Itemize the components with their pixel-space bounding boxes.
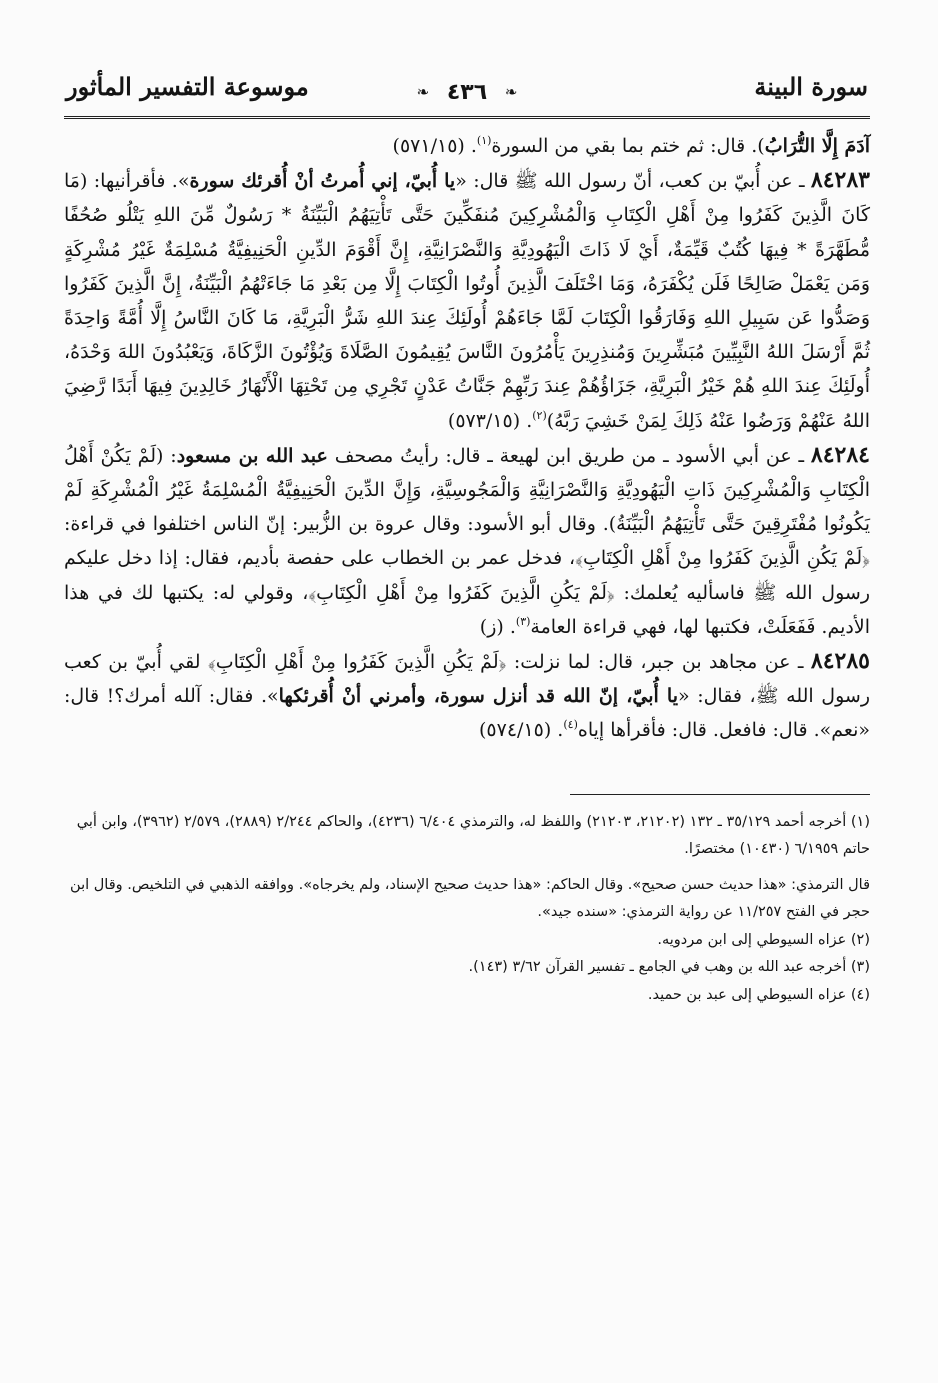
footnote-3: (٣) أخرجه عبد الله بن وهب في الجامع ـ تفسير القرآن ٣/٦٢ (١٤٣). — [468, 959, 870, 976]
footnote-marker: (٢) — [532, 408, 547, 422]
paragraph-continuation — [64, 129, 870, 163]
hadith-intro: ـ عن أبي الأسود ـ من طريق ابن لهيعة ـ قال: رأيتُ مصحف — [327, 444, 811, 467]
footnote-2: (٢) عزاه السيوطي إلى ابن مردويه. — [657, 931, 870, 948]
bold-phrase: عبد الله بن مسعود — [176, 444, 328, 467]
main-text — [64, 129, 870, 748]
hadith-number: ٨٤٢٨٤ — [810, 441, 870, 468]
paragraph-text: ». فأقرأنيها: (مَا كَانَ الَّذِينَ كَفَرُوا مِنْ أَهْلِ الْكِتَابِ وَالْمُشْرِكِينَ مُنفَكِّينَ حَتَّى تَأْتِيَهُمُ الْبَيِّنَةُ * رَسُولٌ مِّنَ اللهِ يَتْلُو صُحُفًا مُّطَهَّرَةً * فِيهَا كُتُبٌ قَيِّمَةٌ، أَيْ لَا ذَاتَ الْيَهُودِيَّةِ وَالنَّصْرَانِيَّةِ، إِنَّ أَقْوَمَ الدِّينِ الْحَنِيفِيَّةُ مُسْلِمَةٌ غَيْرُ مُشْرِكَةٍ وَمَن يَعْمَلْ صَالِحًا فَلَن يُكْفَرَهُ، وَمَا اخْتَلَفَ الَّذِينَ أُوتُوا الْكِتَابَ إِلَّا مِن بَعْدِ مَا جَاءَتْهُمُ الْبَيِّنَةُ، إِنَّ الَّذِينَ كَفَرُوا وَصَدُّوا عَن سَبِيلِ اللهِ وَفَارَقُوا الْكِتَابَ لَمَّا جَاءَهُمْ أُولَئِكَ عِندَ اللهِ شَرُّ الْبَرِيَّةِ، مَا كَانَ النَّاسُ إِلَّا أُمَّةً وَاحِدَةً ثُمَّ أَرْسَلَ اللهُ النَّبِيِّينَ مُبَشِّرِينَ وَمُنذِرِينَ يَأْمُرُونَ النَّاسَ يُقِيمُونَ الصَّلَاةَ وَيُؤْتُونَ الزَّكَاةَ، وَيَعْبُدُونَ اللهَ وَحْدَهُ، أُولَئِكَ عِندَ اللهِ هُمْ خَيْرُ الْبَرِيَّةِ، جَزَاؤُهُمْ عِندَ رَبِّهِمْ جَنَّاتُ عَدْنٍ تَجْرِي مِن تَحْتِهَا الْأَنْهَارُ خَالِدِينَ فِيهَا أَبَدًا رَّضِيَ اللهُ عَنْهُمْ وَرَضُوا عَنْهُ ذَلِكَ لِمَنْ خَشِيَ رَبَّهُ) — [64, 170, 870, 432]
bold-phrase: آدَمَ إِلَّا التُّرَابُ — [764, 135, 870, 157]
volume-reference: . (ز) — [479, 615, 516, 638]
footnote-marker: (٣) — [515, 614, 531, 628]
hadith-intro: ـ عن أُبيّ بن كعب، أنّ رسول الله ﷺ قال: « — [455, 170, 811, 193]
footnote-marker: (١) — [476, 134, 492, 147]
footnotes — [64, 809, 870, 1010]
bold-phrase: يا أُبيّ، إني أُمرتُ أنْ أُقرئك سورة — [189, 170, 456, 193]
hadith-84284 — [64, 438, 870, 644]
footnote-1: (١) أخرجه أحمد ٣٥/١٢٩ ـ ١٣٢ (٢١٢٠٢، ٢١٢٠٣) واللفظ له، والترمذي ٦/٤٠٤ (٤٢٣٦)، والحاكم ٢/٢٤٤ (٢٨٨٩)، ٢/٥٧٩ (٣٩٦٢)، وابن أبي حاتم ٦/١٩٥٩ (١٠٤٣٠) مختصرًا. — [76, 813, 870, 858]
surah-title: سورة البينة — [754, 72, 868, 101]
footnote-marker: (٤) — [563, 718, 578, 732]
book-page — [64, 68, 870, 1009]
paragraph-text: ). قال: ثم ختم بما بقي من السورة — [491, 135, 765, 157]
ornament-icon: ❧ — [416, 83, 430, 101]
ornament-icon: ❧ — [504, 83, 518, 101]
volume-reference: . (٥٧١/١٥) — [392, 135, 477, 157]
volume-reference: . (٥٧٣/١٥) — [447, 409, 533, 432]
page-number: ٤٣٦ — [446, 80, 488, 105]
hadith-intro: ـ عن مجاهد بن جبر، قال: لما نزلت: ﴿لَمْ يَكُنِ الَّذِينَ كَفَرُوا مِنْ أَهْلِ الْكِتَابِ﴾ لقي أُبيّ بن كعب رسول الله ﷺ، فقال: « — [64, 651, 871, 708]
paragraph-text: ». فقال: آلله أمرك؟! قال: «نعم». قال: فافعل. قال: فأقرأها إياه — [64, 685, 870, 742]
paragraph-text: : (لَمْ يَكُنْ أَهْلُ الْكِتَابِ وَالْمُشْرِكِينَ ذَاتِ الْيَهُودِيَّةِ وَالنَّصْرَانِيَّةِ وَالْمَجُوسِيَّةِ، وَإِنَّ الدِّينَ الْحَنِيفِيَّةُ الْمُسْلِمَةُ غَيْرُ الْمُشْرِكَةِ لَمْ يَكُونُوا مُفْتَرِقِينَ حَتَّى تَأْتِيَهُمُ الْبَيِّنَةُ). وقال أبو الأسود: وقال عروة بن الزُّبير: إنّ الناس اختلفوا في قراءة: ﴿لَمْ يَكُنِ الَّذِينَ كَفَرُوا مِنْ أَهْلِ الْكِتَابِ﴾، فدخل عمر بن الخطاب على حفصة بأديم، فقال: إذا دخل عليكم رسول الله ﷺ فاسأليه يُعلمك: ﴿لَمْ يَكُنِ الَّذِينَ كَفَرُوا مِنْ أَهْلِ الْكِتَابِ﴾، وقولي له: يكتبها لك في هذا الأديم. فَفَعَلَتْ، فكتبها لها، فهي قراءة العامة — [64, 444, 870, 638]
footnote-1-grading: قال الترمذي: «هذا حديث حسن صحيح». وقال الحاكم: «هذا حديث صحيح الإسناد، ولم يخرجاه». ووافقه الذهبي في التلخيص. وقال ابن حجر في الفتح ١١/٢٥٧ عن رواية الترمذي: «سنده جيد». — [70, 876, 870, 921]
footnote-4: (٤) عزاه السيوطي إلى عبد بن حميد. — [647, 986, 870, 1003]
hadith-number: ٨٤٢٨٣ — [810, 167, 870, 194]
bold-phrase: يا أُبيّ، إنّ الله قد أنزل سورة، وأمرني أنْ أُقرئكها — [278, 685, 679, 708]
book-title: موسوعة التفسير المأثور — [66, 72, 309, 101]
volume-reference: . (٥٧٤/١٥) — [479, 719, 564, 742]
page-header — [64, 68, 870, 119]
footnote-divider — [570, 794, 870, 795]
hadith-84283 — [64, 163, 870, 438]
hadith-84285 — [64, 644, 870, 748]
hadith-number: ٨٤٢٨٥ — [810, 648, 870, 675]
